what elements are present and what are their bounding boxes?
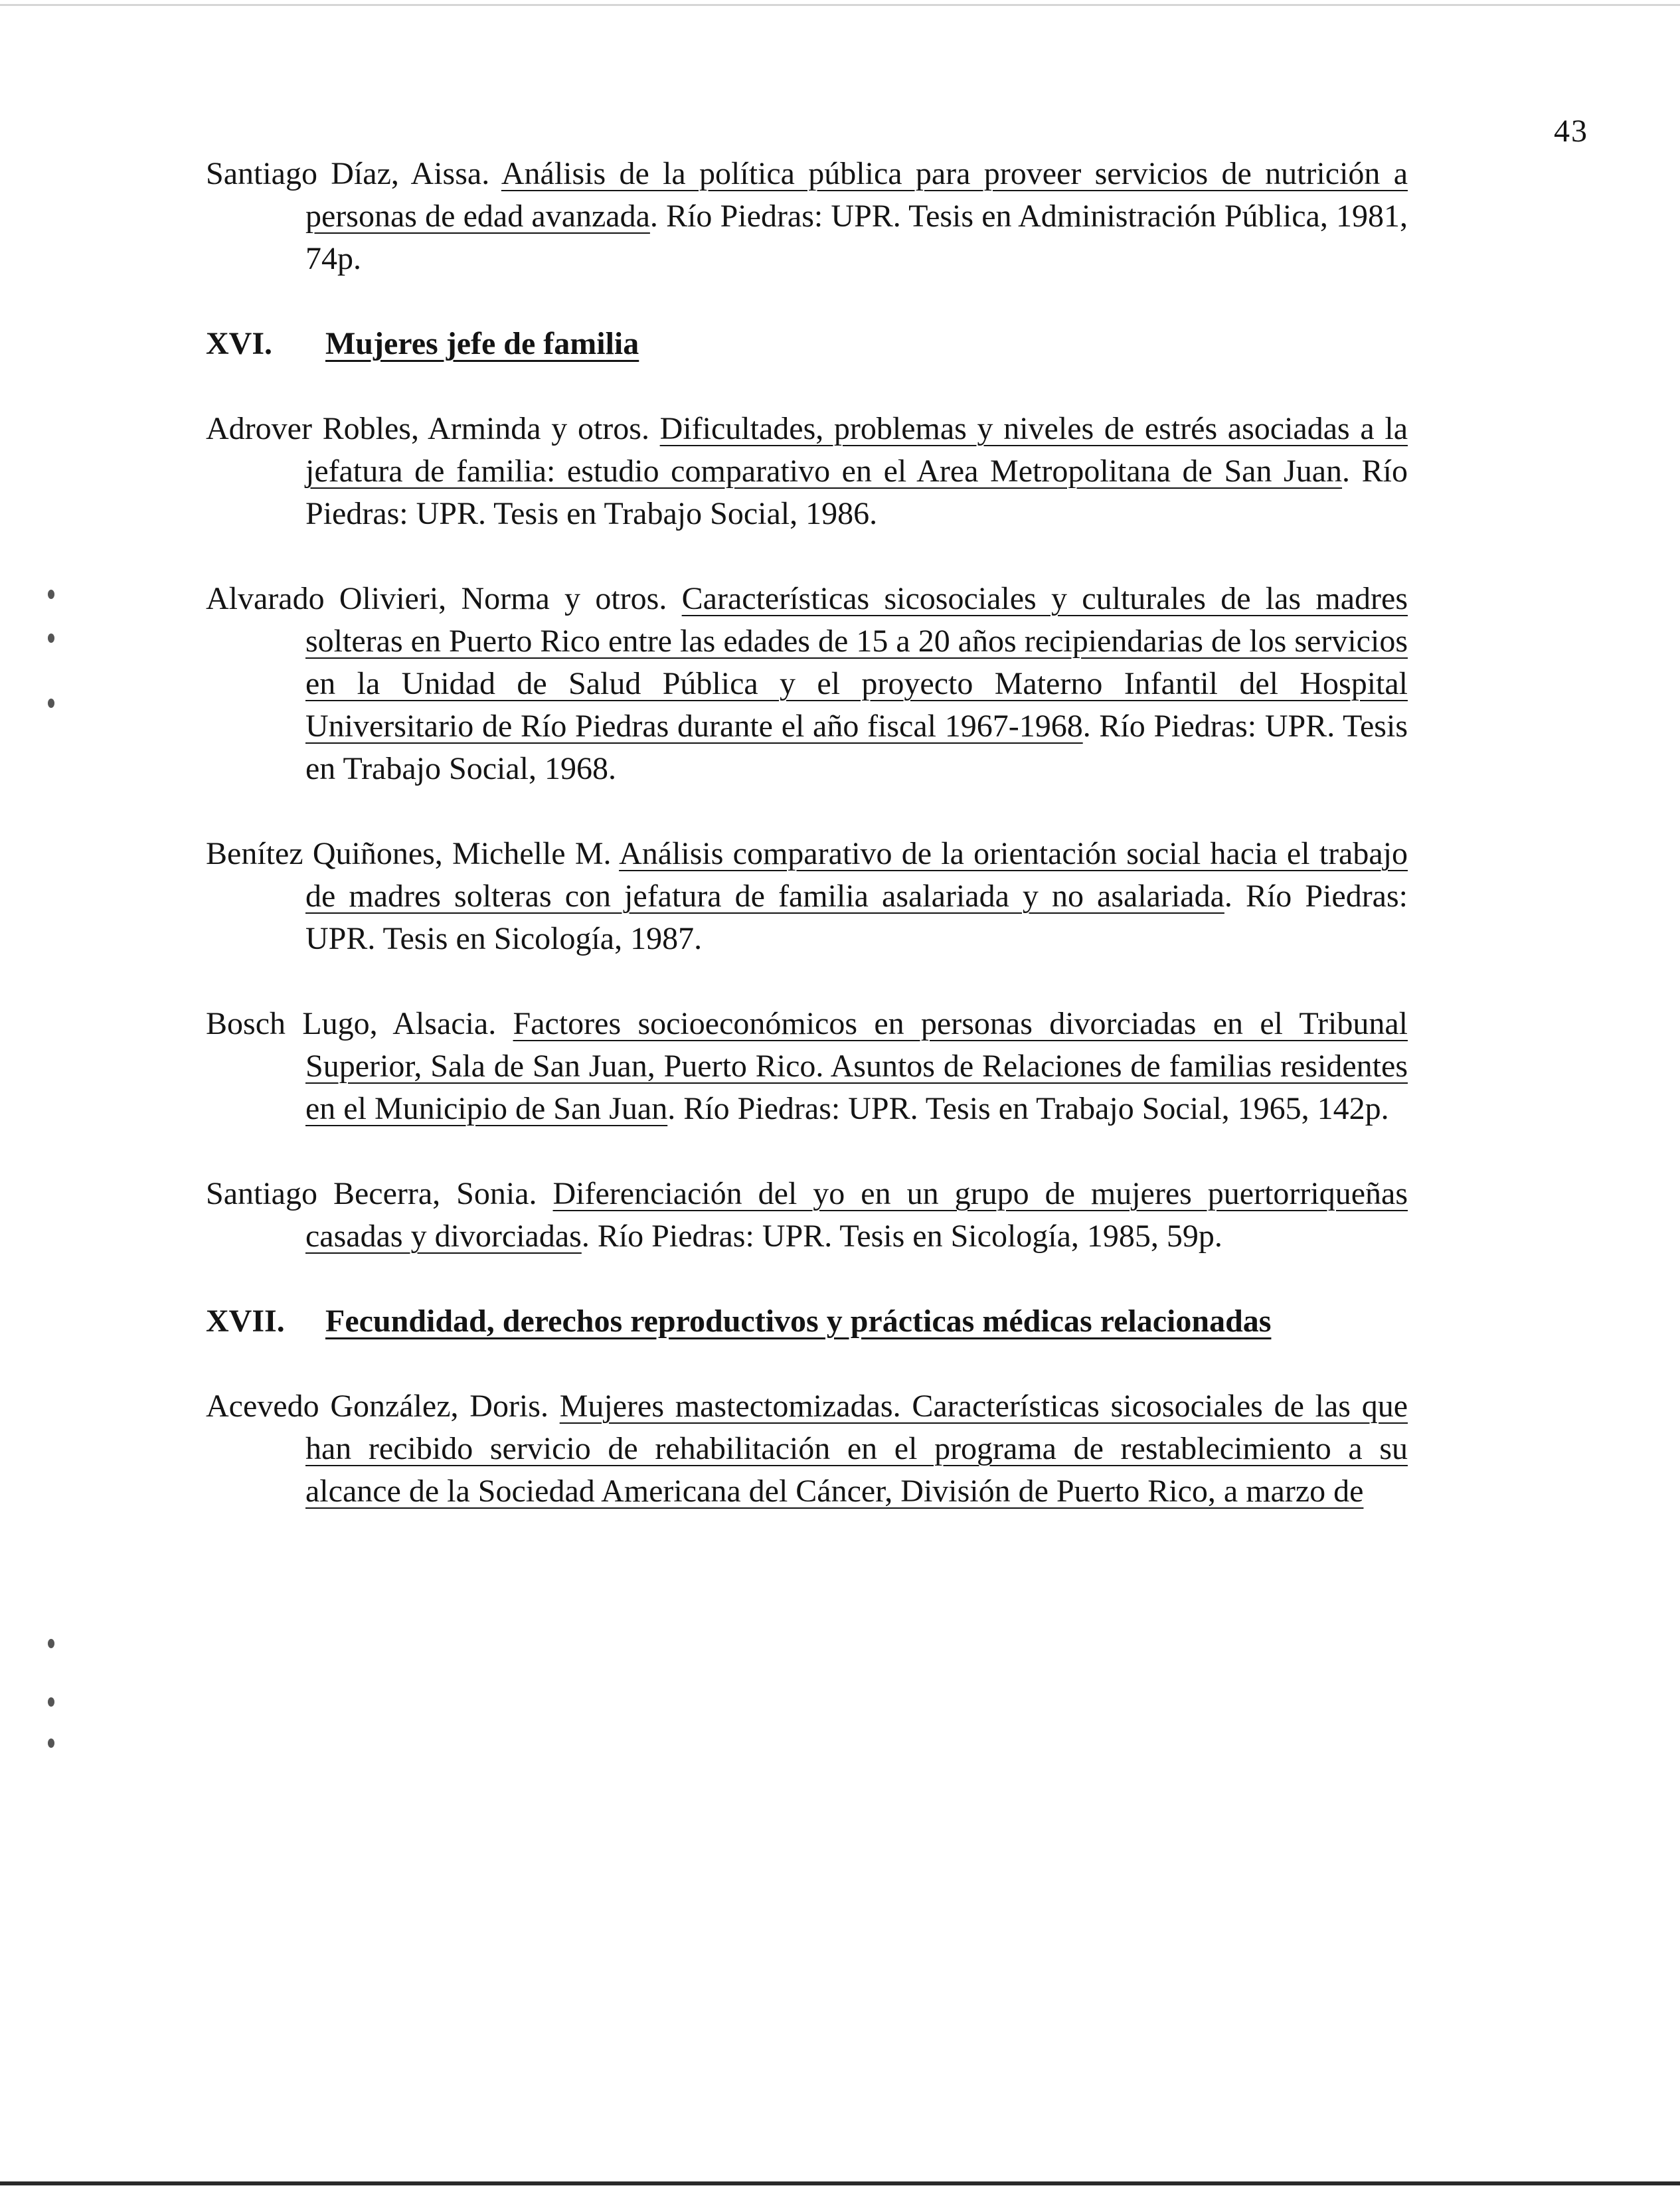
section-title: Fecundidad, derechos reproductivos y prácticas médicas relacionadas — [325, 1304, 1272, 1339]
margin-dot — [48, 590, 54, 599]
scan-top-edge — [0, 4, 1680, 6]
margin-dot — [48, 699, 54, 708]
entry-title: Análisis de la política pública para proveer servicios de nutrición a personas de edad avanzada — [305, 156, 1408, 234]
margin-dot — [48, 1739, 54, 1748]
entry-author: Santiago Becerra, Sonia. — [206, 1176, 537, 1211]
entry-title: Características sicosociales y culturales de las madres solteras en Puerto Rico entre las edades de 15 a 20 años recipiendarias de los servicios en la Unidad de Salud Pública y el proyecto Materno Infantil del Hospital Universitario de Río Piedras durante el año fiscal 1967-1968 — [305, 581, 1408, 744]
bibliography-entry — [206, 408, 1408, 535]
scan-bottom-edge — [0, 2181, 1680, 2185]
entry-author: Adrover Robles, Arminda y otros. — [206, 411, 649, 446]
section-number: XVI. — [206, 326, 273, 361]
bibliography-entry — [206, 1385, 1408, 1513]
entry-publication: . Río Piedras: UPR. Tesis en Trabajo Social, 1968. — [305, 709, 1408, 786]
entry-author: Alvarado Olivieri, Norma y otros. — [206, 581, 667, 616]
bibliography — [206, 153, 1408, 1555]
entry-author: Acevedo González, Doris. — [206, 1389, 548, 1424]
section-title: Mujeres jefe de familia — [325, 326, 639, 361]
entry-publication: . Río Piedras: UPR. Tesis en Sicología, 1987. — [305, 879, 1408, 956]
bibliography-entry — [206, 1003, 1408, 1130]
entry-title: Análisis comparativo de la orientación social hacia el trabajo de madres solteras con jefatura de familia asalariada y no asalariada — [305, 836, 1408, 914]
entry-title: Dificultades, problemas y niveles de estrés asociadas a la jefatura de familia: estudio comparativo en el Area Metropolitana de San Juan — [305, 411, 1408, 489]
entry-publication: . Río Piedras: UPR. Tesis en Sicología, 1985, 59p. — [581, 1219, 1222, 1254]
bibliography-entry — [206, 578, 1408, 790]
margin-dot — [48, 634, 54, 643]
entry-author: Santiago Díaz, Aissa. — [206, 156, 490, 191]
section-number: XVII. — [206, 1304, 285, 1339]
page-number: 43 — [1554, 114, 1588, 149]
entry-publication: . Río Piedras: UPR. Tesis en Trabajo Social, 1986. — [305, 454, 1408, 531]
entry-author: Benítez Quiñones, Michelle M. — [206, 836, 612, 871]
margin-dot — [48, 1639, 54, 1648]
entry-title: Mujeres mastectomizadas. Características sicosociales de las que han recibido servicio de rehabilitación en el programa de restablecimiento a su alcance de la Sociedad Americana del Cáncer, División de Puerto Rico, a marzo de — [305, 1389, 1408, 1509]
bibliography-entry — [206, 1173, 1408, 1258]
entry-title: Factores socioeconómicos en personas divorciadas en el Tribunal Superior, Sala de San Juan, Puerto Rico. Asuntos de Relaciones de familias residentes en el Municipio de San Juan — [305, 1006, 1408, 1126]
bibliography-entry — [206, 833, 1408, 960]
section-heading — [206, 1300, 1408, 1343]
section-heading — [206, 323, 1408, 365]
bibliography-entry — [206, 153, 1408, 280]
entry-author: Bosch Lugo, Alsacia. — [206, 1006, 497, 1041]
margin-dot — [48, 1697, 54, 1707]
entry-title: Diferenciación del yo en un grupo de mujeres puertorriqueñas casadas y divorciadas — [305, 1176, 1408, 1254]
entry-publication: . Río Piedras: UPR. Tesis en Administración Pública, 1981, 74p. — [305, 199, 1408, 276]
entry-publication: . Río Piedras: UPR. Tesis en Trabajo Social, 1965, 142p. — [667, 1091, 1389, 1126]
